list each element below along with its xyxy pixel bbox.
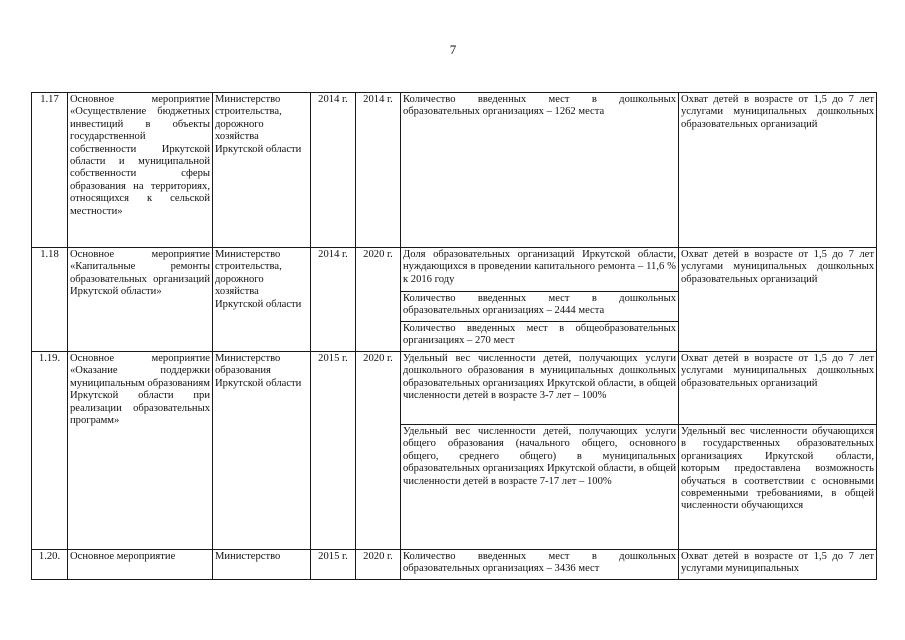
end-year-cell: 2020 г. [356,248,401,352]
table-row [32,248,877,292]
result-cell: Удельный вес численности обучающихся в государственных образовательных организациях Иркутской области, которым предоставлена возможность обучаться в соответствии с основными современными требованиями, в общей численности обучающихся [679,425,877,550]
measure-cell: Основное мероприятие [68,550,213,580]
indicator-cell: Количество введенных мест в дошкольных образовательных организациях – 2444 места [401,292,679,322]
measure-cell: Основное мероприятие «Капитальные ремонты образовательных организаций Иркутской области» [68,248,213,352]
executor-cell: Министерство образования Иркутской области [213,352,311,550]
indicator-cell: Удельный вес численности детей, получающих услуги дошкольного образования в муниципальных дошкольных образовательных организациях Иркутской области, в общей численности детей в возрасте 3-7 лет – 100% [401,352,679,425]
program-measures-table [31,92,877,580]
indicator-cell: Количество введенных мест в дошкольных образовательных организациях – 3436 мест [401,550,679,580]
measure-cell: Основное мероприятие «Оказание поддержки муниципальным образованиям Иркутской области при реализации образовательных программ» [68,352,213,550]
row-number: 1.17 [32,93,68,248]
end-year-cell: 2020 г. [356,352,401,550]
end-year-cell: 2020 г. [356,550,401,580]
indicator-cell: Доля образовательных организаций Иркутской области, нуждающихся в проведении капитального ремонта – 11,6 % к 2016 году [401,248,679,292]
row-number: 1.20. [32,550,68,580]
end-year-cell: 2014 г. [356,93,401,248]
start-year-cell: 2014 г. [311,93,356,248]
result-cell: Охват детей в возрасте от 1,5 до 7 лет услугами муниципальных дошкольных образовательных организаций [679,352,877,425]
table-row [32,550,877,580]
row-number: 1.18 [32,248,68,352]
executor-cell: Министерство [213,550,311,580]
indicator-cell: Количество введенных мест в дошкольных образовательных организациях – 1262 места [401,93,679,248]
start-year-cell: 2015 г. [311,550,356,580]
indicator-cell: Удельный вес численности детей, получающих услуги общего образования (начального общего, основного общего, среднего общего) в муниципальных образовательных организациях Иркутской области, в общей численности детей в возрасте 7-17 лет – 100% [401,425,679,550]
indicator-cell: Количество введенных мест в общеобразовательных организациях – 270 мест [401,322,679,352]
result-cell: Охват детей в возрасте от 1,5 до 7 лет услугами муниципальных [679,550,877,580]
result-cell: Охват детей в возрасте от 1,5 до 7 лет услугами муниципальных дошкольных образовательных организаций [679,93,877,248]
start-year-cell: 2015 г. [311,352,356,550]
table-row [32,93,877,248]
start-year-cell: 2014 г. [311,248,356,352]
result-cell: Охват детей в возрасте от 1,5 до 7 лет услугами муниципальных дошкольных образовательных организаций [679,248,877,352]
row-number: 1.19. [32,352,68,550]
table-row [32,352,877,425]
measure-cell: Основное мероприятие «Осуществление бюджетных инвестиций в объекты государственной собственности Иркутской области и муниципальной собственности сферы образования на территориях, относящихся к сельской местности» [68,93,213,248]
executor-cell: Министерство строительства, дорожного хозяйства Иркутской области [213,93,311,248]
executor-cell: Министерство строительства, дорожного хозяйства Иркутской области [213,248,311,352]
page-number: 7 [449,42,457,57]
